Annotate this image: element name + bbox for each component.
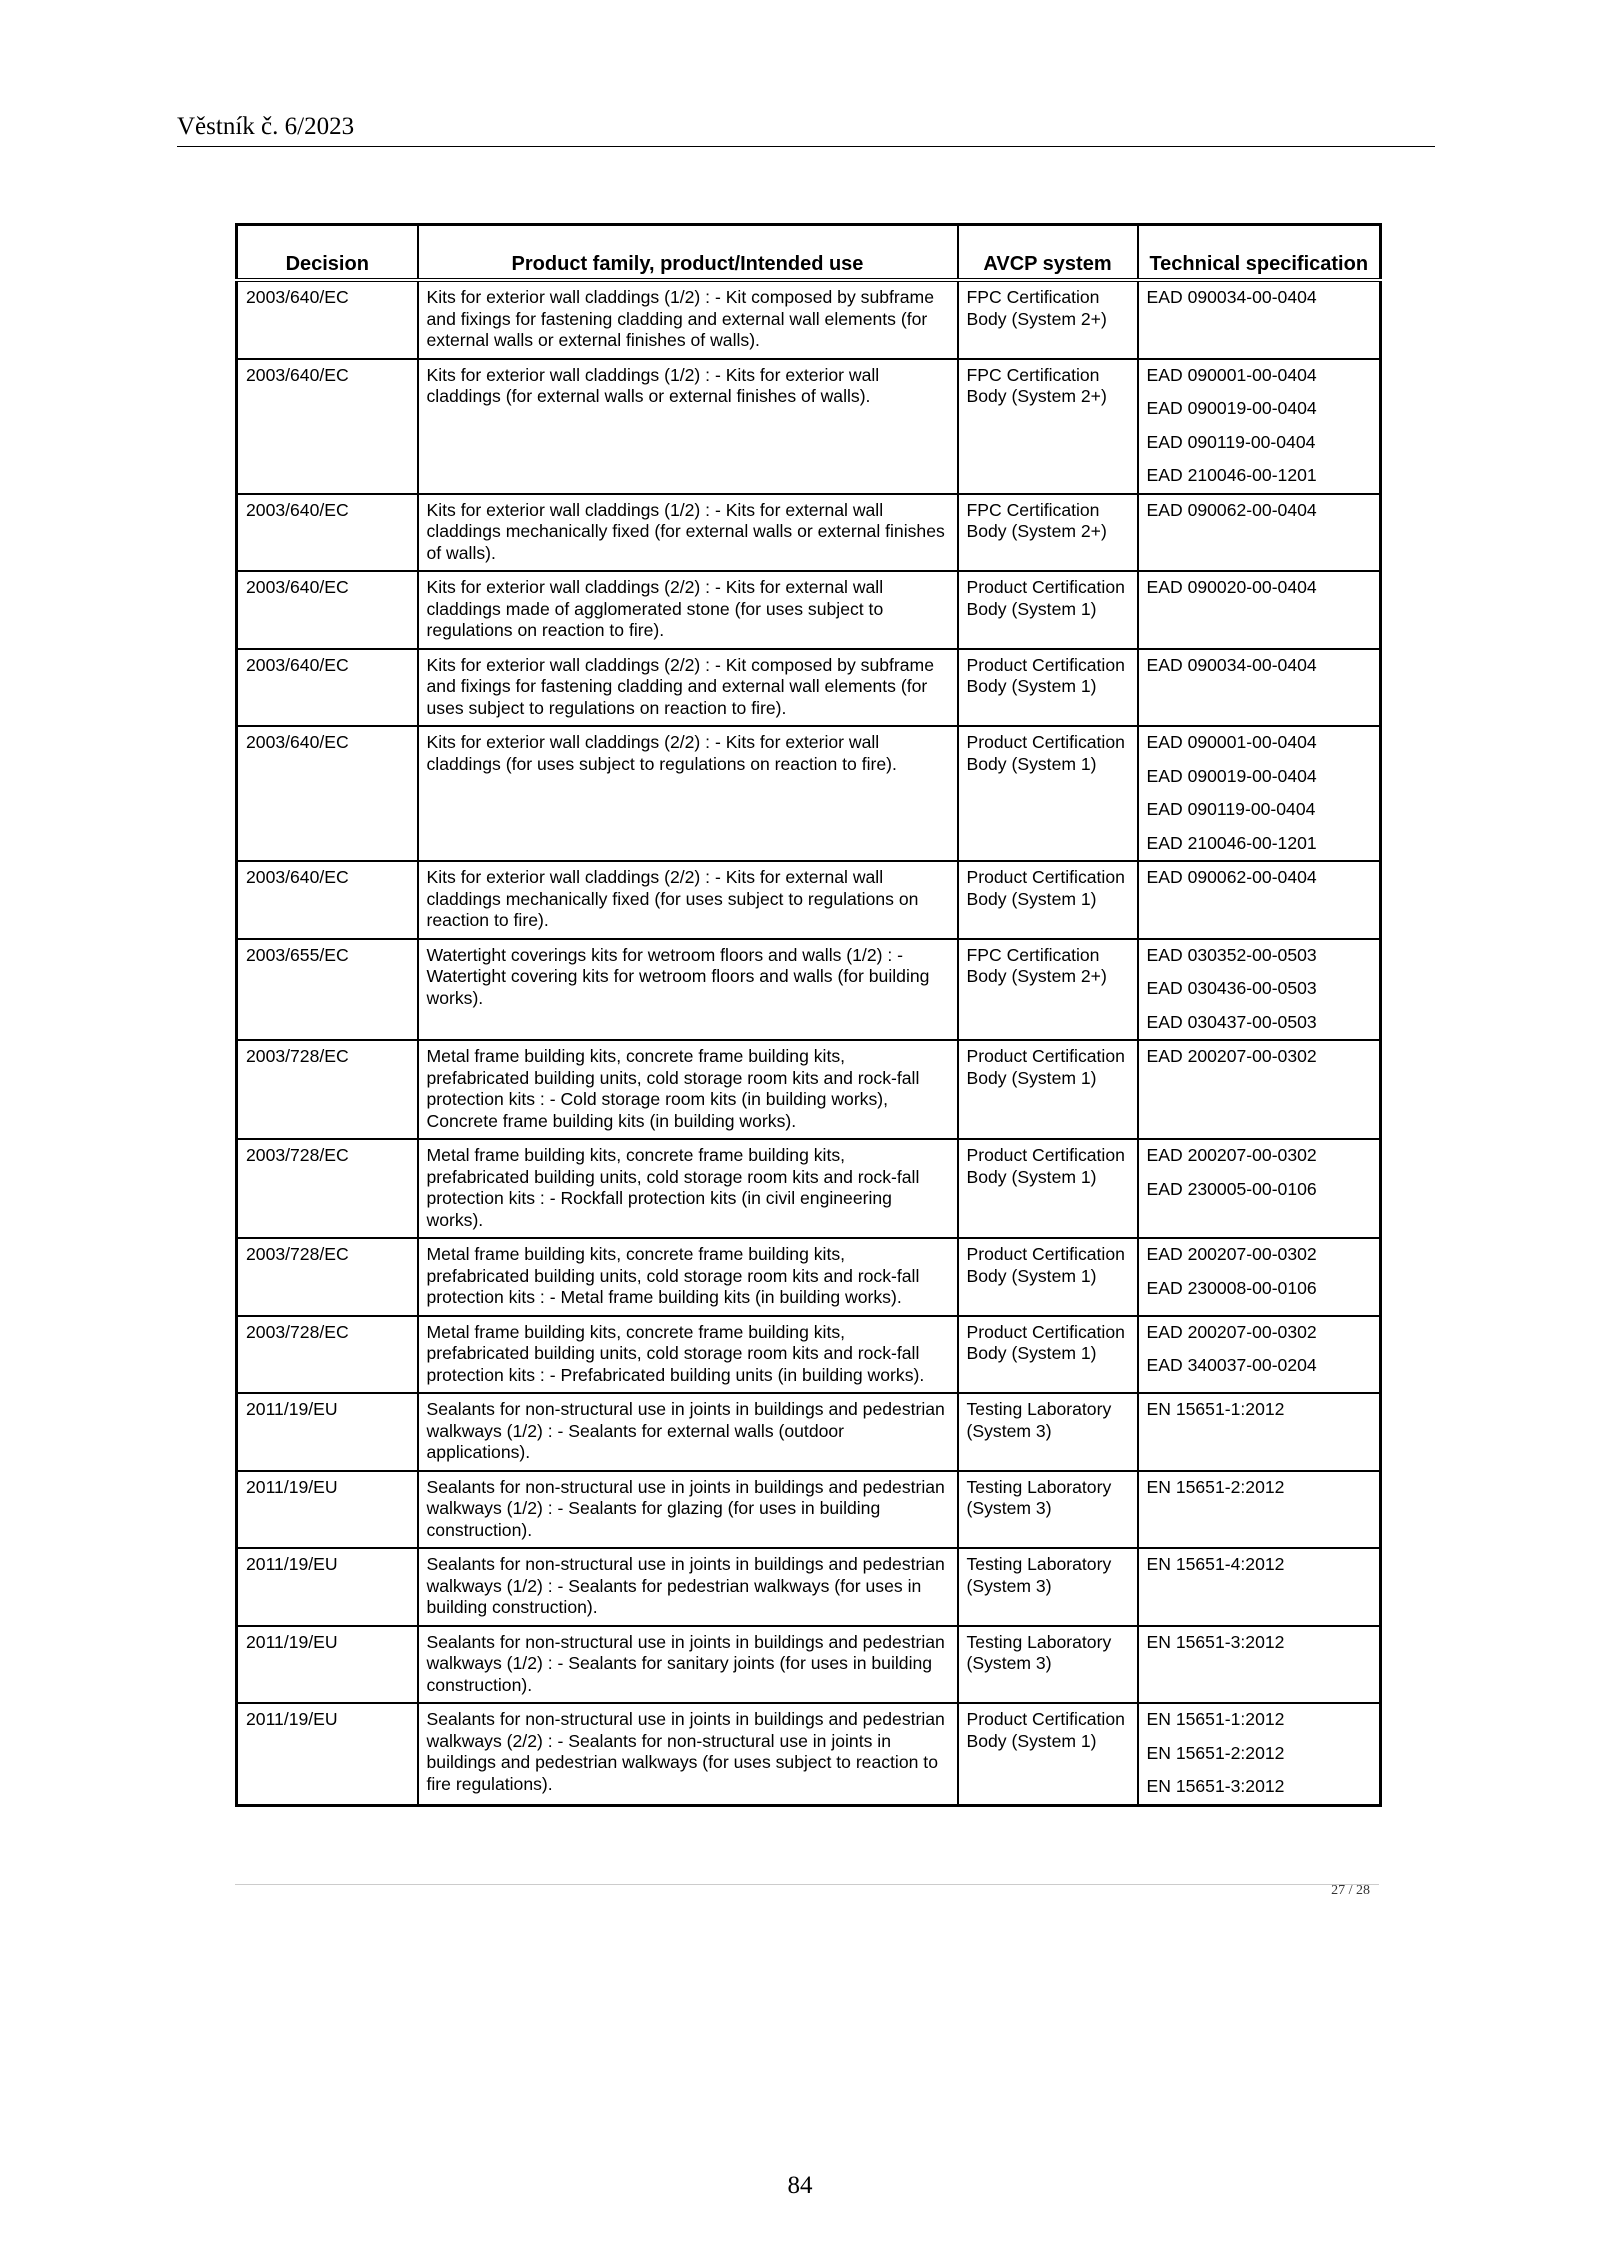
cell-product: Kits for exterior wall claddings (2/2) : - Kits for exterior wall claddings (for uses subject to regulations on reaction to fire). xyxy=(418,726,958,861)
cell-decision: 2003/640/EC xyxy=(237,494,418,572)
table-row xyxy=(237,1040,1381,1139)
technical-specification-code: EAD 090020-00-0404 xyxy=(1146,577,1317,597)
technical-specification-code: EAD 090119-00-0404 xyxy=(1146,431,1316,452)
cell-avcp: Product Certification Body (System 1) xyxy=(958,1040,1138,1139)
cell-technical-specification xyxy=(1138,1316,1381,1394)
cell-technical-specification xyxy=(1138,1471,1381,1549)
cell-technical-specification xyxy=(1138,1238,1381,1316)
technical-specification-code: EAD 090119-00-0404 xyxy=(1146,799,1316,819)
cell-technical-specification xyxy=(1138,1040,1381,1139)
table-row xyxy=(237,861,1381,939)
table-row xyxy=(237,1703,1381,1805)
technical-specification-code: EN 15651-1:2012 xyxy=(1146,1399,1285,1419)
cell-product: Sealants for non-structural use in joints in buildings and pedestrian walkways (1/2) : - Sealants for sanitary joints (for uses in building construction). xyxy=(418,1626,958,1704)
cell-decision: 2003/728/EC xyxy=(237,1139,418,1238)
cell-product: Sealants for non-structural use in joints in buildings and pedestrian walkways (1/2) : - Sealants for external walls (outdoor applications). xyxy=(418,1393,958,1471)
table-row xyxy=(237,1316,1381,1394)
cell-technical-specification xyxy=(1138,1626,1381,1704)
cell-avcp: Product Certification Body (System 1) xyxy=(958,1316,1138,1394)
cell-decision: 2003/640/EC xyxy=(237,861,418,939)
technical-specification-code: EAD 090019-00-0404 xyxy=(1146,398,1317,418)
technical-specification-code: EN 15651-2:2012 xyxy=(1146,1476,1285,1497)
cell-technical-specification xyxy=(1138,571,1381,649)
cell-avcp: Product Certification Body (System 1) xyxy=(958,649,1138,727)
column-header-decision: Decision xyxy=(237,225,418,281)
technical-specification-code: EAD 030437-00-0503 xyxy=(1146,1011,1317,1032)
cell-decision: 2003/728/EC xyxy=(237,1316,418,1394)
technical-specification-code: EN 15651-1:2012 xyxy=(1146,1709,1285,1729)
cell-decision: 2011/19/EU xyxy=(237,1471,418,1549)
cell-technical-specification xyxy=(1138,280,1381,359)
cell-decision: 2003/728/EC xyxy=(237,1040,418,1139)
technical-specification-code: EAD 090001-00-0404 xyxy=(1146,364,1317,385)
table-row xyxy=(237,571,1381,649)
technical-specification-code: EAD 090062-00-0404 xyxy=(1146,499,1317,520)
technical-specification-code: EAD 030352-00-0503 xyxy=(1146,944,1317,965)
cell-product: Kits for exterior wall claddings (2/2) : - Kit composed by subframe and fixings for fastening cladding and external wall elements (for uses subject to regulations on reaction to fire). xyxy=(418,649,958,727)
cell-product: Metal frame building kits, concrete frame building kits, prefabricated building units, cold storage room kits and rock-fall protection kits : - Cold storage room kits (in building works), Concrete frame building kits (in building works). xyxy=(418,1040,958,1139)
technical-specification-code: EAD 090019-00-0404 xyxy=(1146,765,1317,786)
cell-avcp: Product Certification Body (System 1) xyxy=(958,861,1138,939)
page-number: 84 xyxy=(787,2172,813,2199)
cell-decision: 2011/19/EU xyxy=(237,1393,418,1471)
cell-technical-specification xyxy=(1138,939,1381,1041)
column-header-avcp: AVCP system xyxy=(958,225,1138,281)
cell-avcp: Testing Laboratory (System 3) xyxy=(958,1393,1138,1471)
cell-product: Metal frame building kits, concrete frame building kits, prefabricated building units, cold storage room kits and rock-fall protection kits : - Rockfall protection kits (in civil engineering works). xyxy=(418,1139,958,1238)
cell-decision: 2003/728/EC xyxy=(237,1238,418,1316)
table-row xyxy=(237,494,1381,572)
cell-avcp: FPC Certification Body (System 2+) xyxy=(958,359,1138,494)
table-row xyxy=(237,1471,1381,1549)
cell-avcp: Product Certification Body (System 1) xyxy=(958,1703,1138,1805)
page-of-indicator: 27 / 28 xyxy=(1331,1883,1370,1898)
cell-product: Sealants for non-structural use in joints in buildings and pedestrian walkways (1/2) : - Sealants for glazing (for uses in building construction). xyxy=(418,1471,958,1549)
cell-avcp: Testing Laboratory (System 3) xyxy=(958,1626,1138,1704)
cell-product: Metal frame building kits, concrete frame building kits, prefabricated building units, cold storage room kits and rock-fall protection kits : - Metal frame building kits (in building works). xyxy=(418,1238,958,1316)
cell-avcp: Testing Laboratory (System 3) xyxy=(958,1471,1138,1549)
technical-specification-code: EAD 090001-00-0404 xyxy=(1146,732,1317,752)
technical-specification-code: EAD 230005-00-0106 xyxy=(1146,1178,1317,1199)
cell-product: Sealants for non-structural use in joints in buildings and pedestrian walkways (1/2) : - Sealants for pedestrian walkways (for uses in building construction). xyxy=(418,1548,958,1626)
cell-technical-specification xyxy=(1138,494,1381,572)
cell-avcp: FPC Certification Body (System 2+) xyxy=(958,939,1138,1041)
table-row xyxy=(237,939,1381,1041)
cell-decision: 2011/19/EU xyxy=(237,1703,418,1805)
table-row xyxy=(237,1626,1381,1704)
cell-decision: 2011/19/EU xyxy=(237,1548,418,1626)
cell-avcp: Product Certification Body (System 1) xyxy=(958,1139,1138,1238)
cell-decision: 2003/640/EC xyxy=(237,726,418,861)
cell-technical-specification xyxy=(1138,861,1381,939)
page-header-title: Věstník č. 6/2023 xyxy=(177,113,355,140)
cell-decision: 2011/19/EU xyxy=(237,1626,418,1704)
technical-specification-code: EN 15651-4:2012 xyxy=(1146,1554,1285,1574)
cell-decision: 2003/640/EC xyxy=(237,359,418,494)
cell-product: Kits for exterior wall claddings (2/2) : - Kits for external wall claddings mechanically fixed (for uses subject to regulations on reaction to fire). xyxy=(418,861,958,939)
cell-decision: 2003/655/EC xyxy=(237,939,418,1041)
table-row xyxy=(237,726,1381,861)
cell-technical-specification xyxy=(1138,1139,1381,1238)
technical-specification-code: EN 15651-2:2012 xyxy=(1146,1742,1285,1763)
cell-avcp: Product Certification Body (System 1) xyxy=(958,571,1138,649)
cell-technical-specification xyxy=(1138,1703,1381,1805)
table-row xyxy=(237,1238,1381,1316)
table-row xyxy=(237,649,1381,727)
cell-avcp: Product Certification Body (System 1) xyxy=(958,726,1138,861)
column-header-technical-specification: Technical specification xyxy=(1138,225,1381,281)
technical-specification-code: EAD 090034-00-0404 xyxy=(1146,654,1317,675)
technical-specification-code: EAD 030436-00-0503 xyxy=(1146,978,1317,998)
table-header-row xyxy=(237,225,1381,281)
technical-specification-code: EAD 230008-00-0106 xyxy=(1146,1277,1317,1298)
cell-technical-specification xyxy=(1138,1548,1381,1626)
column-header-product: Product family, product/Intended use xyxy=(418,225,958,281)
cell-avcp: FPC Certification Body (System 2+) xyxy=(958,280,1138,359)
cell-product: Kits for exterior wall claddings (1/2) : - Kits for external wall claddings mechanically fixed (for external walls or external finishes of walls). xyxy=(418,494,958,572)
table-row xyxy=(237,1393,1381,1471)
cell-avcp: FPC Certification Body (System 2+) xyxy=(958,494,1138,572)
header-rule xyxy=(177,146,1435,147)
technical-specification-code: EAD 200207-00-0302 xyxy=(1146,1244,1317,1264)
cell-technical-specification xyxy=(1138,726,1381,861)
technical-specification-code: EAD 200207-00-0302 xyxy=(1146,1321,1317,1342)
technical-specification-code: EAD 090062-00-0404 xyxy=(1146,867,1317,887)
table-body xyxy=(237,280,1381,1805)
cell-product: Metal frame building kits, concrete frame building kits, prefabricated building units, cold storage room kits and rock-fall protection kits : - Prefabricated building units (in building works). xyxy=(418,1316,958,1394)
technical-specification-code: EN 15651-3:2012 xyxy=(1146,1631,1285,1652)
table-row xyxy=(237,280,1381,359)
cell-product: Kits for exterior wall claddings (2/2) : - Kits for external wall claddings made of agglomerated stone (for uses subject to regulations on reaction to fire). xyxy=(418,571,958,649)
cell-technical-specification xyxy=(1138,359,1381,494)
table-row xyxy=(237,1548,1381,1626)
cell-product: Watertight coverings kits for wetroom floors and walls (1/2) : - Watertight covering kits for wetroom floors and walls (for building works). xyxy=(418,939,958,1041)
cell-avcp: Testing Laboratory (System 3) xyxy=(958,1548,1138,1626)
table-row xyxy=(237,359,1381,494)
technical-specification-code: EN 15651-3:2012 xyxy=(1146,1776,1285,1796)
cell-decision: 2003/640/EC xyxy=(237,649,418,727)
technical-specification-code: EAD 340037-00-0204 xyxy=(1146,1355,1317,1375)
cell-avcp: Product Certification Body (System 1) xyxy=(958,1238,1138,1316)
specification-table xyxy=(235,223,1382,1807)
cell-technical-specification xyxy=(1138,1393,1381,1471)
footer-rule xyxy=(235,1884,1379,1885)
cell-decision: 2003/640/EC xyxy=(237,280,418,359)
technical-specification-code: EAD 210046-00-1201 xyxy=(1146,465,1317,485)
technical-specification-code: EAD 200207-00-0302 xyxy=(1146,1145,1317,1165)
technical-specification-code: EAD 200207-00-0302 xyxy=(1146,1046,1317,1066)
cell-product: Kits for exterior wall claddings (1/2) : - Kit composed by subframe and fixings for fastening cladding and external wall elements (for external walls or external finishes of walls). xyxy=(418,280,958,359)
table-row xyxy=(237,1139,1381,1238)
cell-technical-specification xyxy=(1138,649,1381,727)
technical-specification-code: EAD 090034-00-0404 xyxy=(1146,287,1317,307)
cell-decision: 2003/640/EC xyxy=(237,571,418,649)
cell-product: Sealants for non-structural use in joints in buildings and pedestrian walkways (2/2) : - Sealants for non-structural use in joints in buildings and pedestrian walkways (for uses subject to reaction to fire regulations). xyxy=(418,1703,958,1805)
cell-product: Kits for exterior wall claddings (1/2) : - Kits for exterior wall claddings (for external walls or external finishes of walls). xyxy=(418,359,958,494)
technical-specification-code: EAD 210046-00-1201 xyxy=(1146,832,1317,853)
